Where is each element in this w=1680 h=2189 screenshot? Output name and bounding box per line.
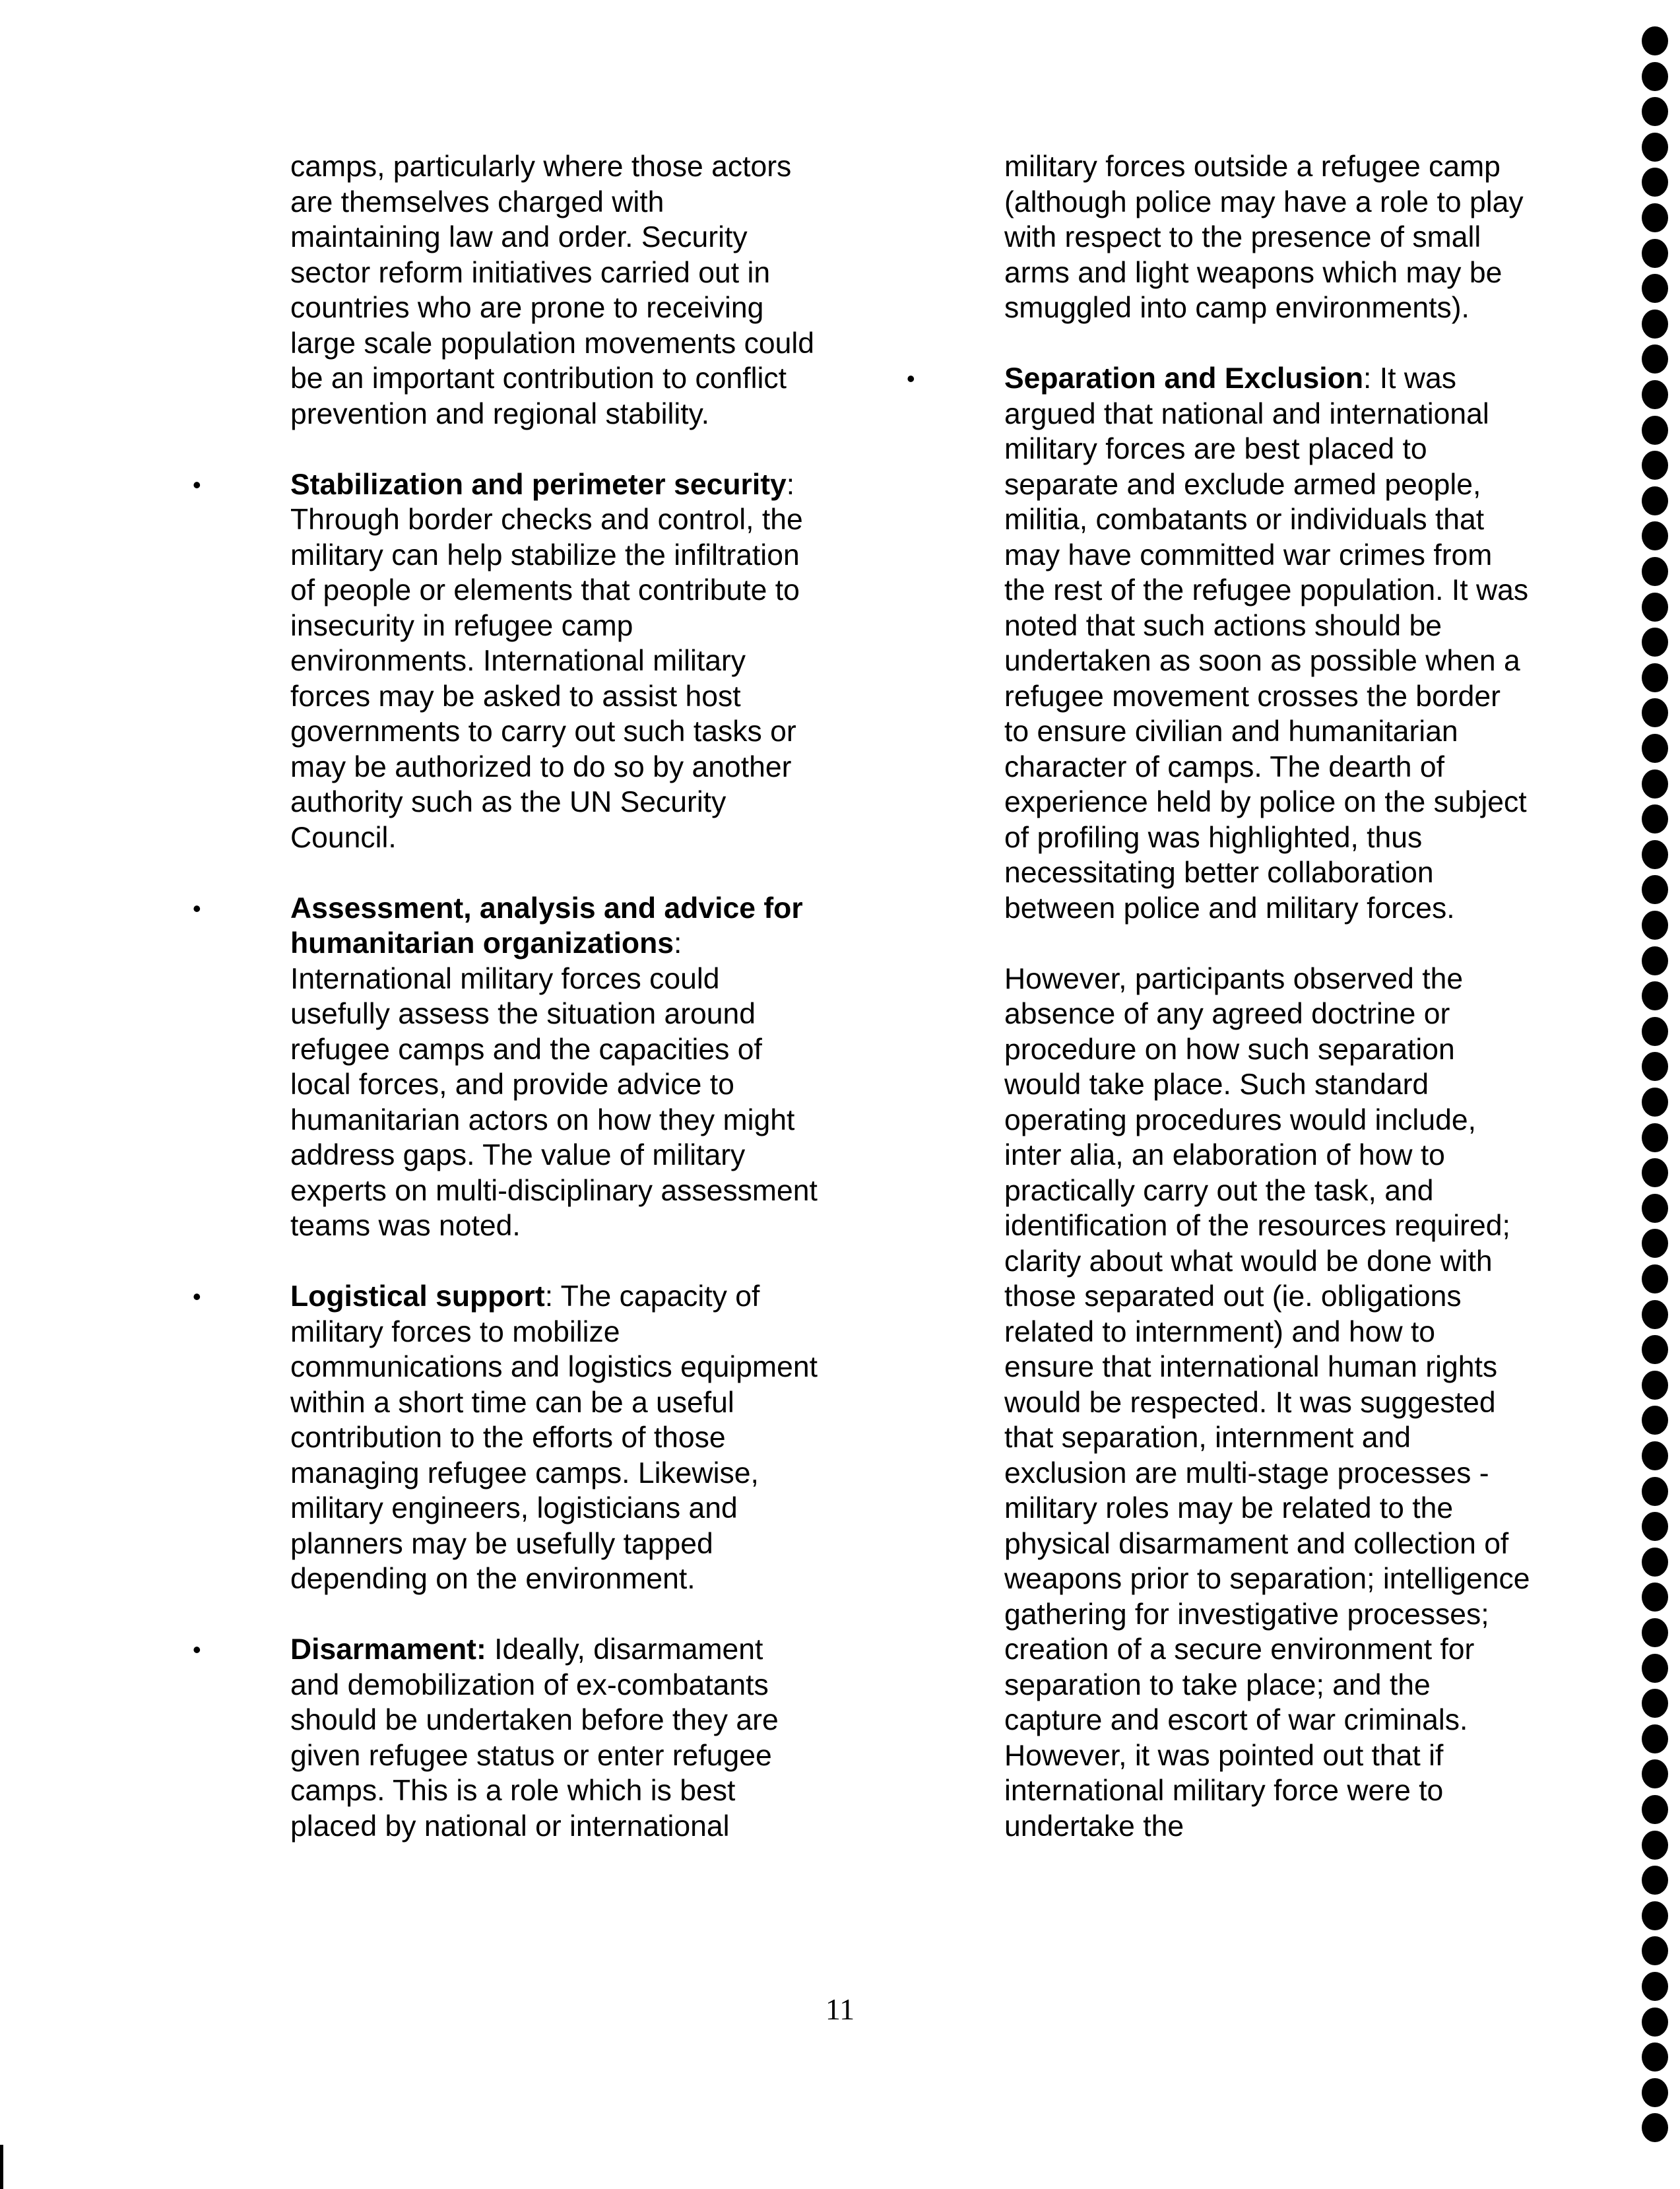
bullet-dot-icon: •: [193, 471, 201, 498]
binding-hole-icon: [1642, 946, 1668, 975]
binding-hole-icon: [1642, 1158, 1668, 1187]
binding-hole-icon: [1642, 1866, 1668, 1895]
binding-hole-icon: [1642, 769, 1668, 799]
binding-hole-icon: [1642, 557, 1668, 586]
binding-hole-icon: [1642, 1936, 1668, 1965]
binding-hole-icon: [1642, 1759, 1668, 1788]
binding-hole-icon: [1642, 416, 1668, 445]
binding-holes: [1642, 26, 1675, 2189]
binding-hole-icon: [1642, 133, 1668, 162]
binding-hole-icon: [1642, 274, 1668, 303]
continuation-paragraph: military forces outside a refugee camp (although police may have a role to play with respect to the presence of small arms and light weapons which may be smuggled into camp environments).: [1004, 150, 1524, 324]
binding-hole-icon: [1642, 734, 1668, 763]
binding-hole-icon: [1642, 203, 1668, 232]
binding-hole-icon: [1642, 1654, 1668, 1683]
binding-hole-icon: [1642, 1264, 1668, 1293]
bullet-assessment: [193, 891, 818, 1244]
closing-paragraph: However, participants observed the absence of any agreed doctrine or procedure on how such separation would take place. Such standard operating procedures would include, inter alia, an elaboration of how to practically carry out the task, and identification of the resources required; clarity about what would be done with those separated out (ie. obligations related to internment) and how to ensure that international human rights would be respected. It was suggested that separation, internment and exclusion are multi-stage processes - military roles may be related to the physical disarmament and collection of weapons prior to separation; intelligence gathering for investigative processes; creation of a secure environment for separation to take place; and the capture and escort of war criminals. However, it was pointed out that if international military force were to undertake the: [1004, 962, 1530, 1843]
binding-hole-icon: [1642, 1406, 1668, 1435]
bullet-text: : The capacity of military forces to mobilize communications and logistics equipment within a short time can be a useful contribution to the efforts of those managing refugee camps. Likewise, military engineers, logisticians and planners may be usefully tapped depending on the environment.: [290, 1280, 818, 1595]
binding-hole-icon: [1642, 1583, 1668, 1612]
binding-hole-icon: [1642, 1477, 1668, 1506]
bullet-term: Separation and Exclusion: [1004, 362, 1364, 395]
bullet-logistical-support: [193, 1279, 818, 1597]
binding-hole-icon: [1642, 1088, 1668, 1117]
left-column: [193, 149, 818, 1879]
binding-hole-icon: [1642, 1548, 1668, 1577]
binding-hole-icon: [1642, 168, 1668, 197]
binding-hole-icon: [1642, 1512, 1668, 1541]
binding-hole-icon: [1642, 1831, 1668, 1860]
bullet-dot-icon: •: [193, 894, 201, 922]
binding-hole-icon: [1642, 804, 1668, 833]
binding-hole-icon: [1642, 521, 1668, 550]
bullet-stabilization: [193, 467, 818, 856]
bullet-text: : International military forces could usefully assess the situation around refugee camps and the capacities of local forces, and provide advice to humanitarian actors on how they might address gaps. The value of military experts on multi-disciplinary assessment teams was noted.: [290, 927, 818, 1242]
binding-hole-icon: [1642, 2008, 1668, 2037]
binding-hole-icon: [1642, 97, 1668, 126]
binding-hole-icon: [1642, 875, 1668, 904]
binding-hole-icon: [1642, 1618, 1668, 1647]
right-column: [907, 149, 1532, 1879]
binding-hole-icon: [1642, 981, 1668, 1010]
binding-hole-icon: [1642, 911, 1668, 940]
binding-hole-icon: [1642, 593, 1668, 622]
binding-hole-icon: [1642, 380, 1668, 409]
binding-hole-icon: [1642, 2113, 1668, 2142]
bullet-text: Ideally, disarmament and demobilization of ex-combatants should be undertaken before they are given refugee status or enter refugee camps. This is a role which is best placed by national or international: [290, 1633, 779, 1843]
binding-hole-icon: [1642, 1689, 1668, 1718]
bullet-text: : It was argued that national and international military forces are best placed to separate and exclude armed people, militia, combatants or individuals that may have committed war crimes from the rest of the refugee population. It was noted that such actions should be undertaken as soon as possible when a refugee movement crosses the border to ensure civilian and humanitarian character of camps. The dearth of experience held by police on the subject of profiling was highlighted, thus necessitating better collaboration between police and military forces.: [1004, 362, 1529, 925]
bullet-dot-icon: •: [193, 1283, 201, 1310]
bullet-text: : Through border checks and control, the military can help stabilize the infiltration of people or elements that contribute to insecurity in refugee camp environments. International military forces may be asked to assist host governments to carry out such tasks or may be authorized to do so by another authority such as the UN Security Council.: [290, 468, 803, 854]
binding-hole-icon: [1642, 698, 1668, 727]
binding-hole-icon: [1642, 344, 1668, 374]
scan-edge-mark: [0, 2145, 3, 2189]
binding-hole-icon: [1642, 310, 1668, 339]
binding-hole-icon: [1642, 486, 1668, 515]
binding-hole-icon: [1642, 1901, 1668, 1930]
binding-hole-icon: [1642, 1972, 1668, 2001]
bullet-term: Stabilization and perimeter security: [290, 468, 787, 501]
bullet-dot-icon: •: [193, 1636, 201, 1663]
binding-hole-icon: [1642, 1371, 1668, 1400]
binding-hole-icon: [1642, 628, 1668, 657]
binding-hole-icon: [1642, 663, 1668, 692]
binding-hole-icon: [1642, 840, 1668, 869]
binding-hole-icon: [1642, 1194, 1668, 1223]
bullet-separation-exclusion: [907, 361, 1532, 926]
binding-hole-icon: [1642, 239, 1668, 268]
binding-hole-icon: [1642, 26, 1668, 55]
intro-paragraph: camps, particularly where those actors are themselves charged with maintaining law and order. Security sector reform initiatives carried out in countries who are prone to receiving large scale population movements could be an important contribution to conflict prevention and regional stability.: [290, 150, 815, 430]
bullet-term: Logistical support: [290, 1280, 545, 1313]
binding-hole-icon: [1642, 1335, 1668, 1364]
bullet-term: Disarmament:: [290, 1633, 486, 1666]
binding-hole-icon: [1642, 1123, 1668, 1152]
binding-hole-icon: [1642, 1724, 1668, 1753]
binding-hole-icon: [1642, 1229, 1668, 1258]
binding-hole-icon: [1642, 1795, 1668, 1824]
binding-hole-icon: [1642, 2078, 1668, 2107]
binding-hole-icon: [1642, 2042, 1668, 2072]
bullet-term: Assessment, analysis and advice for humanitarian organizations: [290, 892, 803, 960]
binding-hole-icon: [1642, 62, 1668, 91]
binding-hole-icon: [1642, 1441, 1668, 1470]
bullet-disarmament: [193, 1632, 818, 1844]
page-number: 11: [825, 1992, 855, 2026]
bullet-dot-icon: •: [907, 365, 915, 392]
binding-hole-icon: [1642, 1052, 1668, 1081]
binding-hole-icon: [1642, 1017, 1668, 1046]
binding-hole-icon: [1642, 1300, 1668, 1329]
binding-hole-icon: [1642, 451, 1668, 480]
